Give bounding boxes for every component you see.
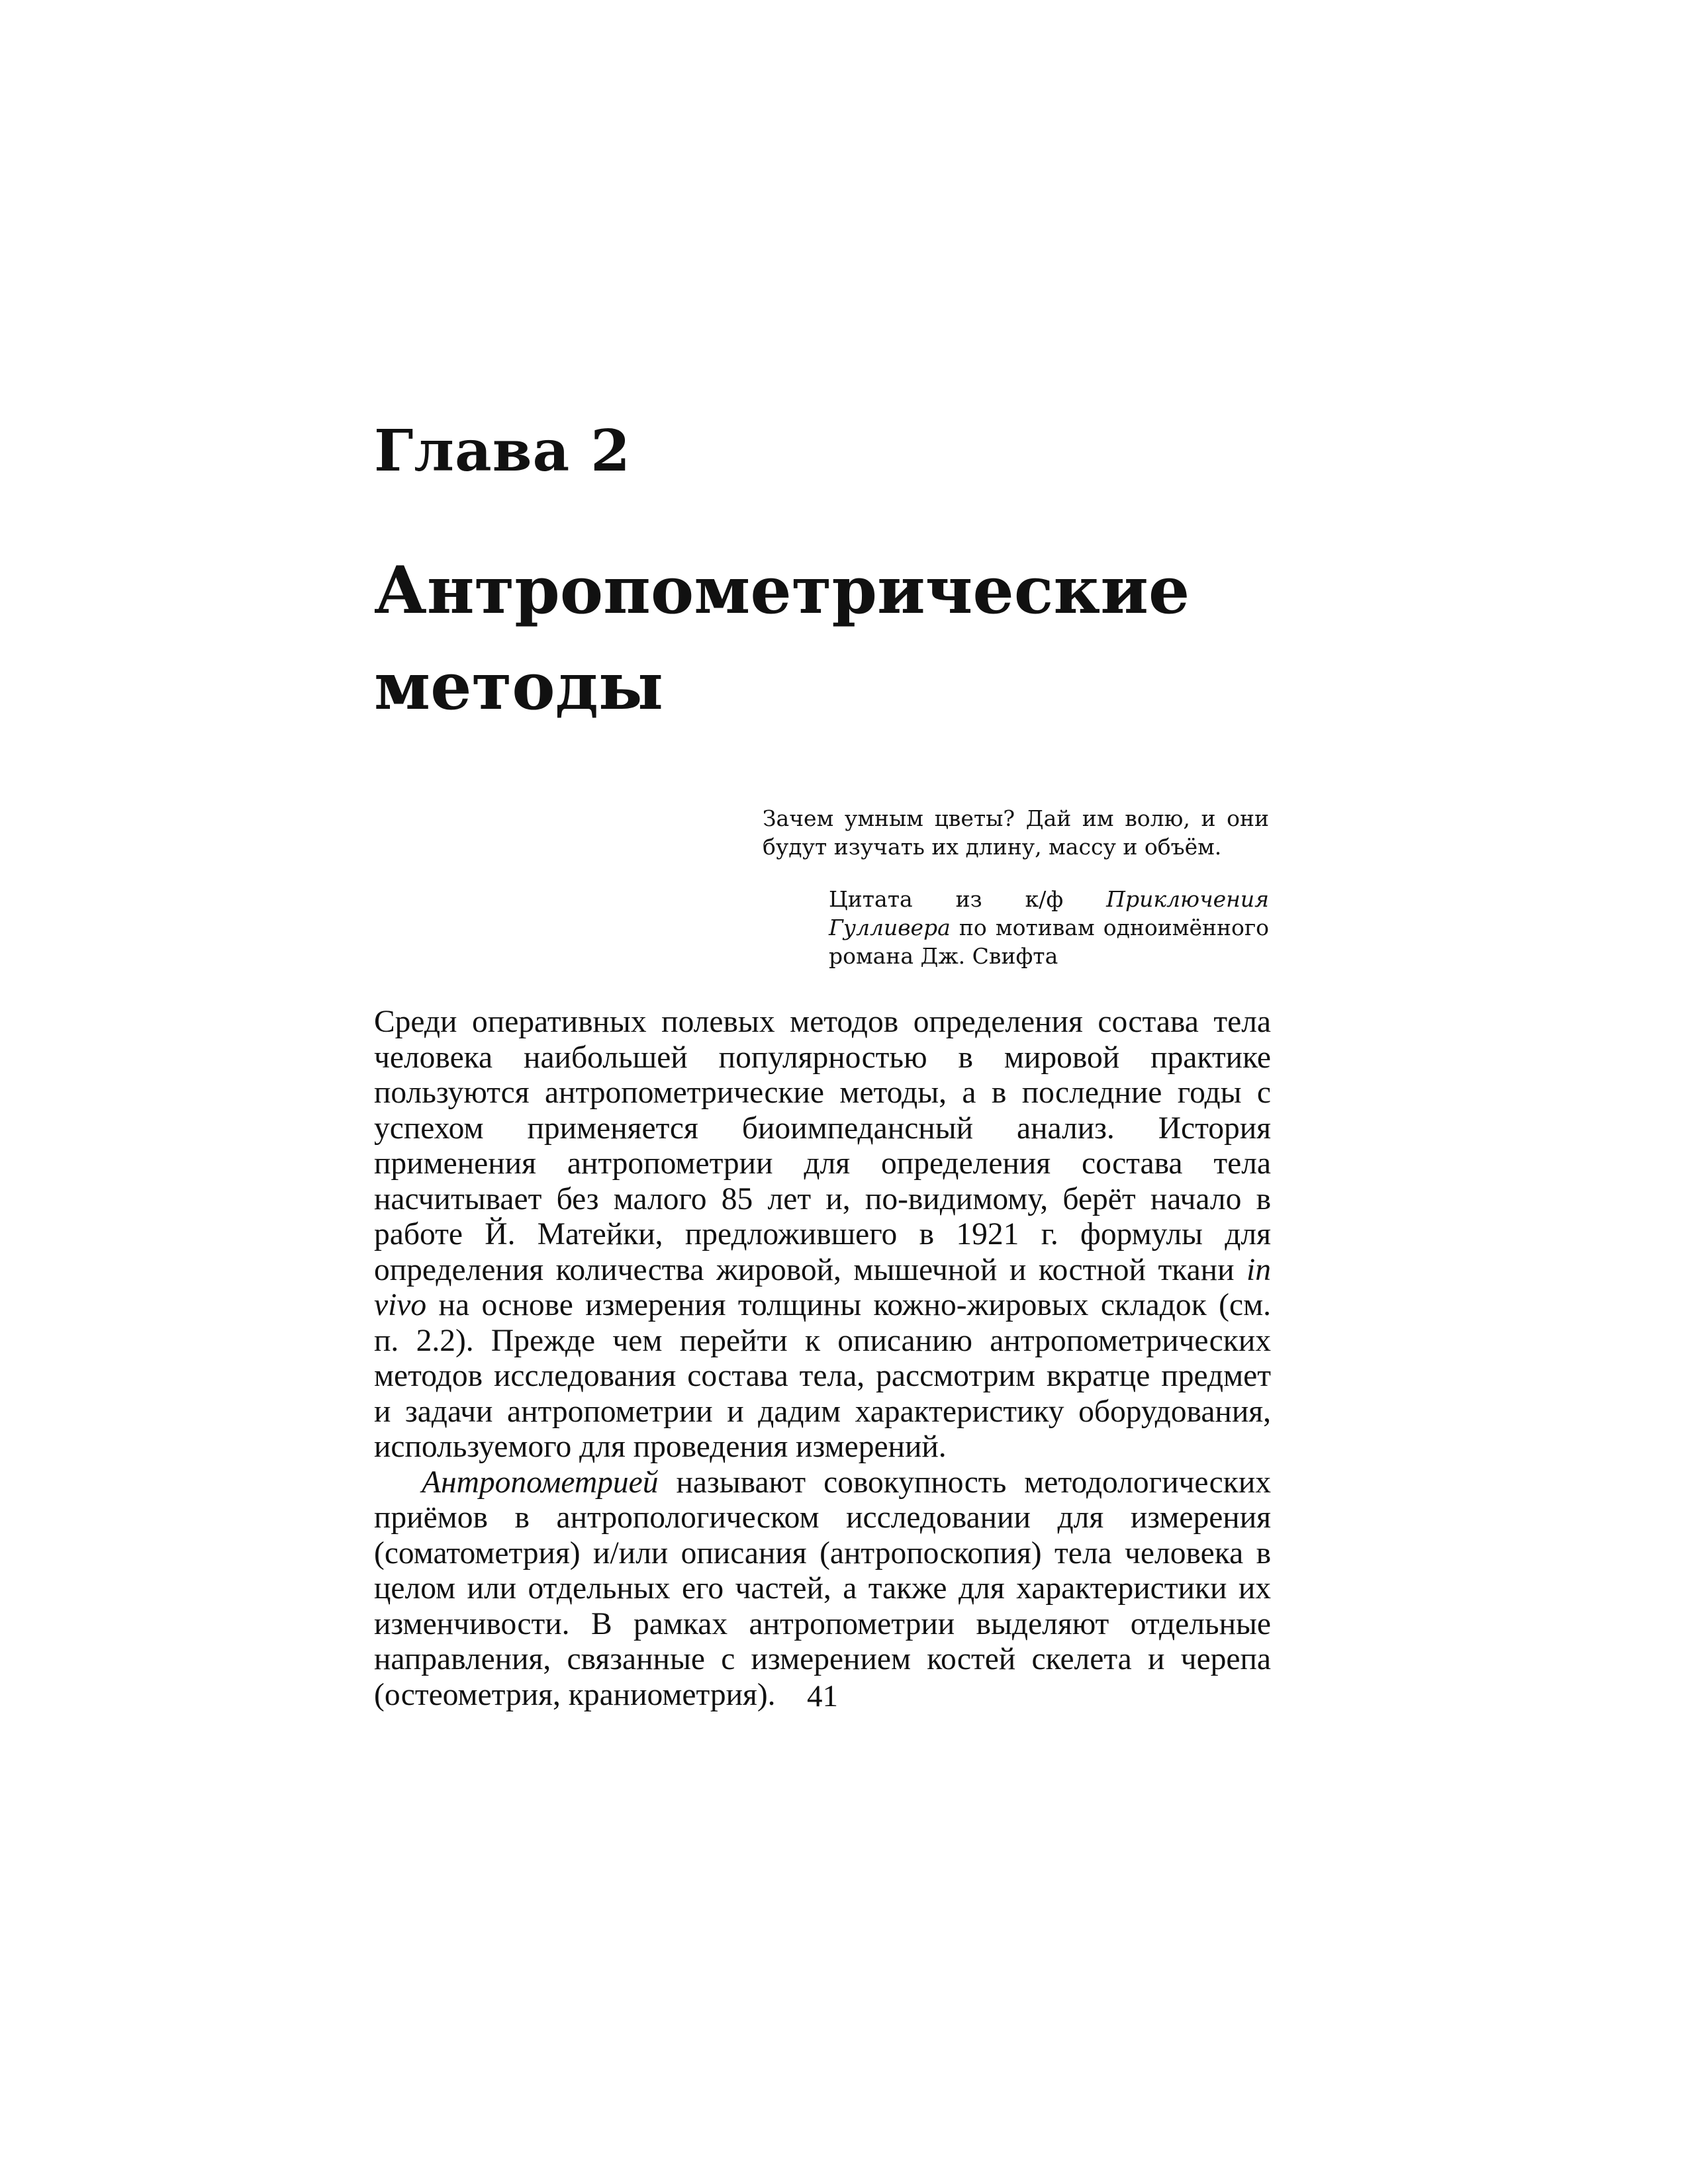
epigraph-text: Зачем умным цветы? Дай им волю, и они будут изучать их длину, массу и объём. xyxy=(763,805,1269,860)
epigraph-source-prefix: Цитата из к/ф xyxy=(829,886,1107,912)
epigraph xyxy=(763,804,1269,970)
paragraph-2-rest: называют совокупность методологических приёмов в антропологическом исследовании для измерения (соматометрия) и/или описания (антропоскопия) тела человека в целом или отдельных его частей, а также для характеристики их изменчивости. В рамках антропометрии выделяют отдельные направления, связанные с измерением костей скелета и черепа (остеометрия, краниометрия). xyxy=(374,1465,1271,1712)
chapter-title: Антропометрические методы xyxy=(374,553,1190,725)
paragraph-1-part-2: на основе измерения толщины кожно-жировых складок (см. п. 2.2). Прежде чем перейти к описанию антропометрических методов исследования состава тела, рассмотрим вкратце предмет и задачи антропометрии и дадим характеристику оборудования, используемого для проведения измерений. xyxy=(374,1288,1271,1464)
body-text xyxy=(374,1005,1271,1713)
paragraph-1-italic: in vivo xyxy=(374,1252,1271,1322)
paragraph-2-term: Антропометрией xyxy=(422,1465,659,1500)
page-number: 41 xyxy=(807,1679,838,1713)
paragraph-1 xyxy=(374,1005,1271,1465)
epigraph-source xyxy=(829,885,1269,970)
epigraph-source-suffix: по мотивам одноимённого романа Дж. Свифта xyxy=(829,915,1269,969)
paragraph-2 xyxy=(374,1465,1271,1713)
paragraph-1-part-1: Среди оперативных полевых методов определения состава тела человека наибольшей популярностью в мировой практике пользуются антропометрические методы, а в последние годы с успехом применяется биоимпедансный анализ. История применения антропометрии для определения состава тела насчитывает без малого 85 лет и, по-видимому, берёт начало в работе Й. Матейки, предложившего в 1921 г. формулы для определения количества жировой, мышечной и костной ткани xyxy=(374,1005,1271,1287)
epigraph-source-film: Приключения Гулливера xyxy=(829,886,1269,940)
chapter-label: Глава 2 xyxy=(374,418,631,484)
